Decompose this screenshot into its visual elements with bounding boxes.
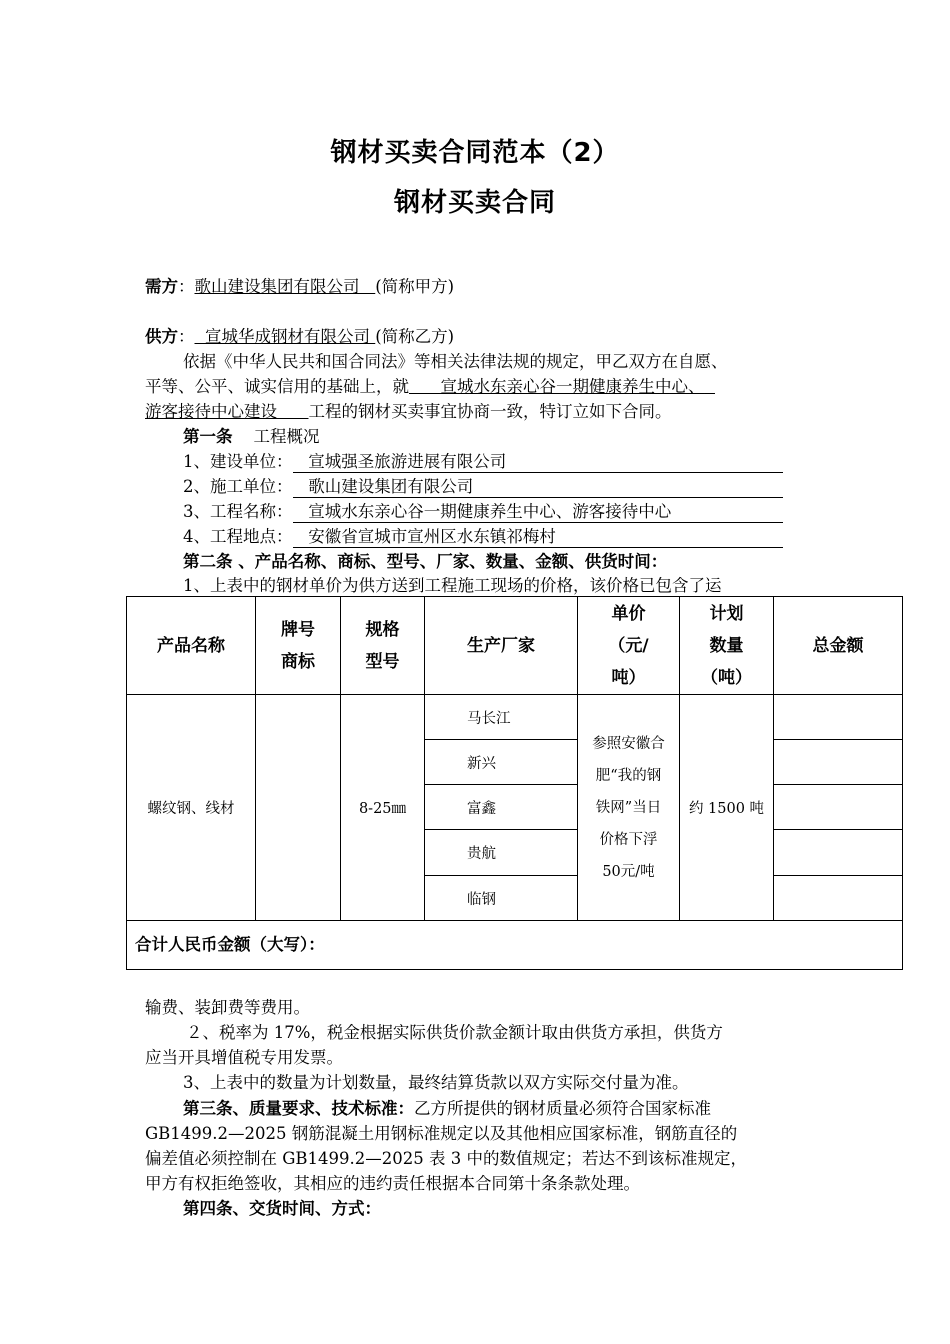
article-3-line-4: 甲方有权拒绝签收，其相应的违约责任根据本合同第十条条款处理。 bbox=[145, 1174, 640, 1193]
article-3-text: 乙方所提供的钢材质量必须符合国家标准 bbox=[414, 1099, 711, 1118]
buyer-name: 歌山建设集团有限公司 bbox=[194, 277, 360, 296]
cell-brand bbox=[256, 695, 341, 921]
intro-line-2 bbox=[145, 374, 715, 399]
article-1-number: 第一条 bbox=[183, 427, 233, 446]
cell-spec: 8-25㎜ bbox=[341, 695, 425, 921]
article-2-heading: 第二条 、产品名称、商标、型号、厂家、数量、金额、供货时间： bbox=[183, 552, 668, 571]
header-spec-line-1: 规格 bbox=[365, 619, 400, 640]
article-2-para-1: 1、上表中的钢材单价为供方送到工程施工现场的价格，该价格已包含了运 bbox=[183, 576, 722, 595]
header-qty-line-1: 计划 bbox=[709, 603, 744, 624]
table-header-row bbox=[127, 597, 903, 695]
product-table bbox=[126, 596, 903, 970]
seller-label: 供方 bbox=[145, 327, 178, 346]
seller-short: (简称乙方) bbox=[375, 327, 455, 346]
buyer-label: 需方 bbox=[145, 277, 178, 296]
seller-name: 宣城华成钢材有限公司 bbox=[205, 327, 370, 346]
cell-price-note bbox=[578, 695, 680, 921]
intro-line-1: 依据《中华人民共和国合同法》等相关法律法规的规定，甲乙双方在自愿、 bbox=[183, 352, 728, 371]
cell-maker: 马长江 bbox=[425, 695, 578, 740]
header-maker: 生产厂家 bbox=[425, 597, 578, 695]
header-brand-line-1: 牌号 bbox=[281, 619, 315, 640]
article-2-para-1-cont: 输费、装卸费等费用。 bbox=[145, 998, 310, 1017]
project-item-2 bbox=[183, 474, 783, 499]
header-product: 产品名称 bbox=[127, 597, 256, 695]
cell-qty: 约 1500 吨 bbox=[680, 695, 774, 921]
project-name-part-2: 游客接待中心建设 bbox=[145, 402, 277, 421]
header-total: 总金额 bbox=[774, 597, 903, 695]
header-qty bbox=[680, 597, 774, 695]
article-3-line-1 bbox=[183, 1096, 711, 1121]
price-note-line: 肥“我的钢 bbox=[595, 767, 662, 784]
project-item-label: 3、工程名称： bbox=[183, 502, 293, 521]
header-qty-line-3: （吨） bbox=[701, 667, 752, 688]
article-3-line-3: 偏差值必须控制在 GB1499.2—2025 表 3 中的数值规定；若达不到该标准规定， bbox=[145, 1149, 748, 1168]
cell-total bbox=[774, 740, 903, 785]
article-3-heading: 第三条、质量要求、技术标准： bbox=[183, 1099, 414, 1118]
header-price-line-1: 单价 bbox=[611, 603, 646, 624]
price-note-line: 50元/吨 bbox=[602, 863, 655, 880]
project-item-1 bbox=[183, 449, 783, 474]
project-item-label: 4、工程地点： bbox=[183, 527, 293, 546]
project-item-label: 2、施工单位： bbox=[183, 477, 293, 496]
header-qty-line-2: 数量 bbox=[709, 635, 744, 656]
table-row bbox=[127, 695, 903, 740]
seller-line: 供方： 宣城华成钢材有限公司 (简称乙方) bbox=[145, 327, 455, 346]
project-item-label: 1、建设单位： bbox=[183, 452, 293, 471]
article-1-heading bbox=[183, 424, 319, 449]
header-price bbox=[578, 597, 680, 695]
article-2-para-2: ２、税率为 17%，税金根据实际供货价款金额计取由供货方承担，供货方 bbox=[186, 1023, 723, 1042]
project-item-value: 歌山建设集团有限公司 bbox=[308, 477, 474, 496]
header-brand bbox=[256, 597, 341, 695]
project-item-value: 宣城强圣旅游进展有限公司 bbox=[308, 452, 507, 471]
header-spec-line-2: 型号 bbox=[365, 651, 400, 672]
cell-maker: 临钢 bbox=[425, 876, 578, 921]
price-note-line: 参照安徽合 bbox=[592, 735, 665, 752]
header-price-line-3: 吨） bbox=[611, 667, 646, 688]
cell-maker: 富鑫 bbox=[425, 785, 578, 830]
project-item-4 bbox=[183, 524, 783, 549]
cell-product: 螺纹钢、线材 bbox=[127, 695, 256, 921]
cell-total bbox=[774, 830, 903, 876]
article-2-para-2-cont: 应当开具增值税专用发票。 bbox=[145, 1048, 343, 1067]
price-note-line: 铁网”当日 bbox=[595, 799, 662, 816]
price-note-line: 价格下浮 bbox=[599, 831, 658, 848]
header-spec bbox=[341, 597, 425, 695]
project-item-3 bbox=[183, 499, 783, 524]
document-subtitle: 钢材买卖合同 bbox=[393, 188, 556, 218]
intro-line-3 bbox=[145, 399, 671, 424]
header-price-line-2: （元/ bbox=[608, 635, 649, 656]
project-item-value: 安徽省宣城市宣州区水东镇祁梅村 bbox=[308, 527, 556, 546]
cell-maker: 贵航 bbox=[425, 830, 578, 876]
table-sum-row bbox=[127, 921, 903, 970]
cell-total bbox=[774, 695, 903, 740]
cell-sum-label: 合计人民币金额（大写）： bbox=[127, 921, 903, 970]
article-2-para-3: 3、上表中的数量为计划数量，最终结算货款以双方实际交付量为准。 bbox=[183, 1073, 689, 1092]
article-1-title: 工程概况 bbox=[253, 427, 320, 446]
project-item-value: 宣城水东亲心谷一期健康养生中心、游客接待中心 bbox=[308, 502, 672, 521]
document-title: 钢材买卖合同范本（2） bbox=[330, 138, 620, 168]
buyer-line: 需方：歌山建设集团有限公司 (简称甲方) bbox=[145, 277, 455, 296]
article-4-heading: 第四条、交货时间、方式： bbox=[183, 1199, 381, 1218]
intro-line-2-text: 平等、公平、诚实信用的基础上，就 bbox=[145, 377, 409, 396]
cell-maker: 新兴 bbox=[425, 740, 578, 785]
project-name-part-1: 宣城水东亲心谷一期健康养生中心、 bbox=[440, 377, 705, 396]
cell-total bbox=[774, 785, 903, 830]
intro-line-3-text: 工程的钢材买卖事宜协商一致，特订立如下合同。 bbox=[308, 402, 672, 421]
article-3-line-2: GB1499.2—2025 钢筋混凝土用钢标准规定以及其他相应国家标准，钢筋直径的 bbox=[145, 1124, 738, 1143]
header-brand-line-2: 商标 bbox=[281, 651, 315, 672]
buyer-short: (简称甲方) bbox=[375, 277, 455, 296]
cell-total bbox=[774, 876, 903, 921]
